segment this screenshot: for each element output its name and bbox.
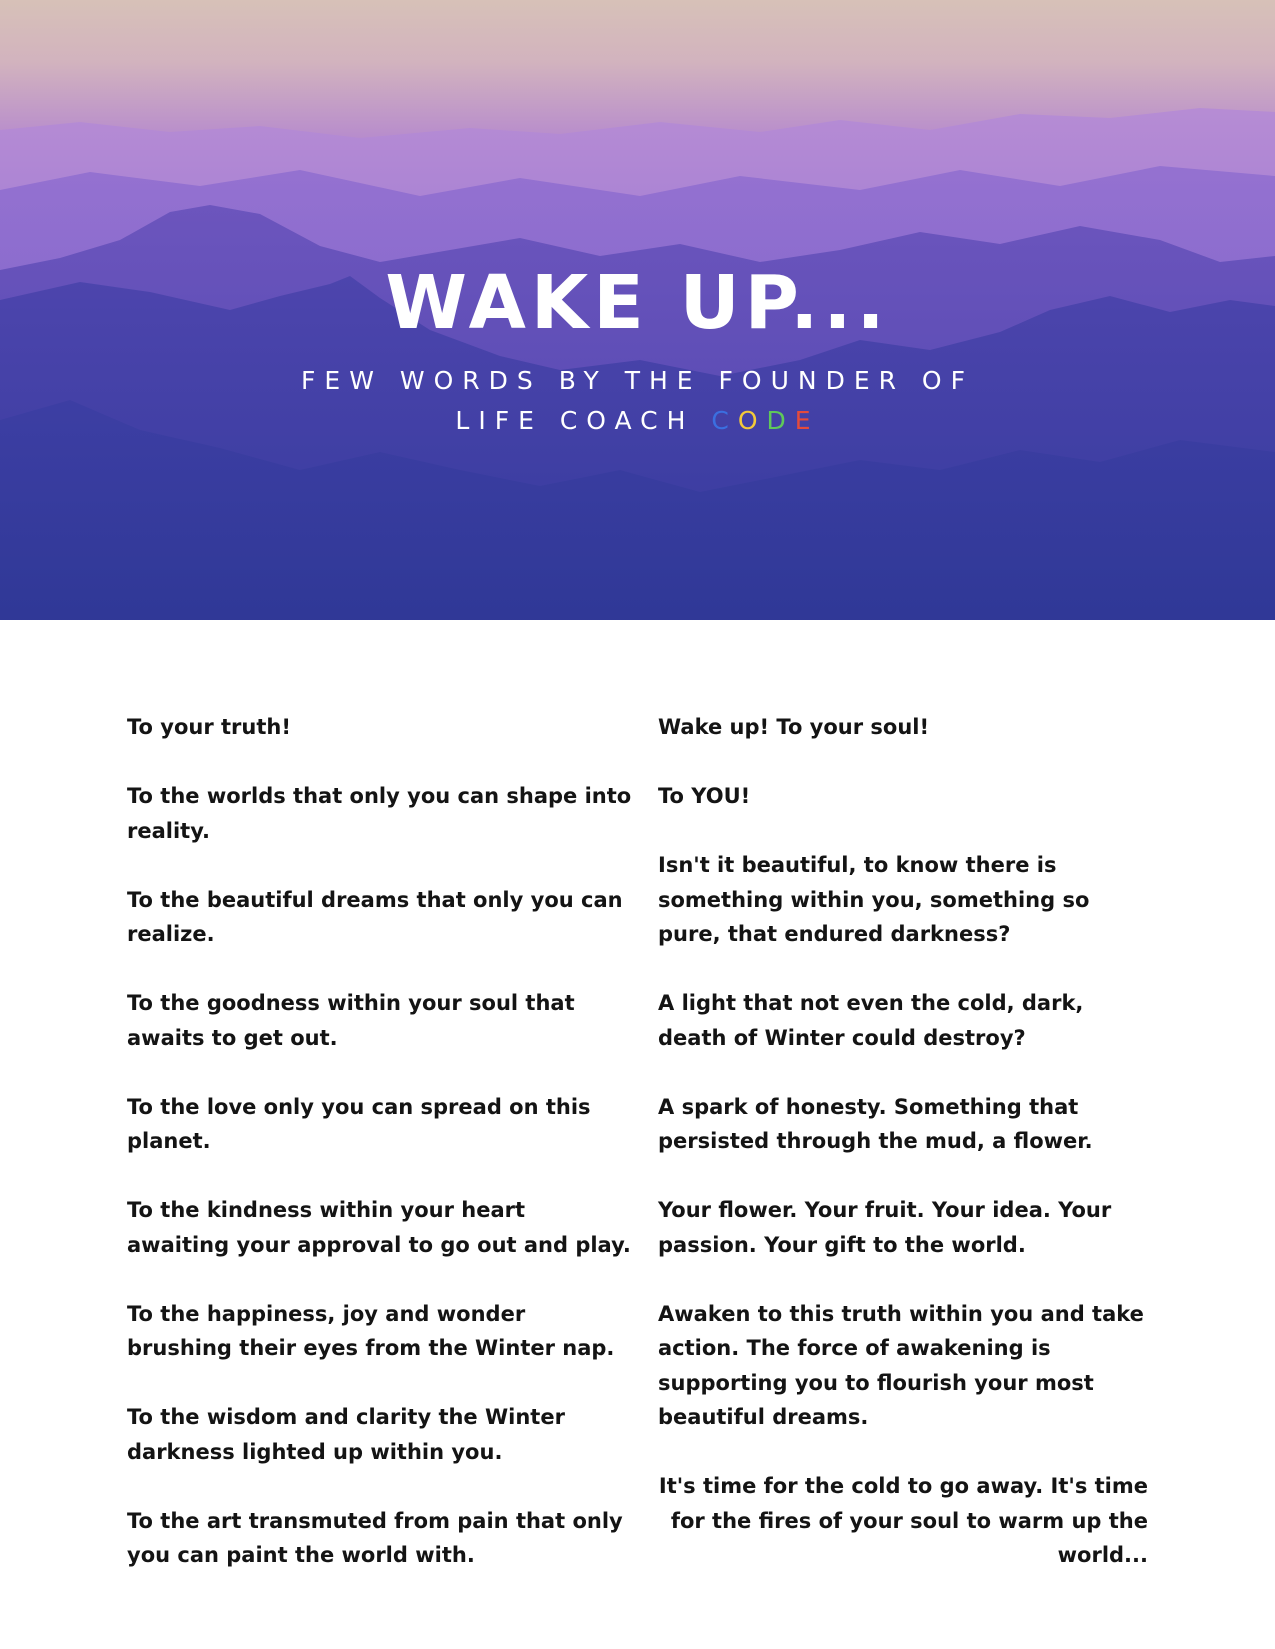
- paragraph: To the wisdom and clarity the Winter darkness lighted up within you.: [127, 1405, 565, 1464]
- page-title: WAKE UP...: [385, 260, 890, 346]
- paragraph: Isn't it beautiful, to know there is something within you, something so pure, that endured darkness?: [658, 853, 1090, 946]
- hero-banner: [0, 0, 1275, 620]
- subtitle-brand-prefix: LIFE COACH: [455, 406, 712, 435]
- paragraph: Your flower. Your fruit. Your idea. Your passion. Your gift to the world.: [658, 1198, 1112, 1257]
- paragraph: To the art transmuted from pain that only you can paint the world with.: [127, 1508, 623, 1567]
- paragraph: To the worlds that only you can shape into reality.: [127, 784, 632, 843]
- paragraph: To your truth!: [127, 715, 291, 739]
- paragraph: To YOU!: [658, 784, 751, 808]
- paragraph: To the love only you can spread on this planet.: [127, 1094, 591, 1153]
- paragraph: To the beautiful dreams that only you can realize.: [127, 887, 623, 946]
- closing-statement: It's time for the cold to go away. It's time for the fires of your soul to warm up the world...: [658, 1474, 1148, 1567]
- brand-letter-o: O: [737, 406, 767, 435]
- right-text-column: [658, 710, 1148, 1607]
- paragraph: A spark of honesty. Something that persisted through the mud, a flower.: [658, 1094, 1093, 1153]
- brand-letter-e: E: [794, 406, 820, 435]
- paragraph: Awaken to this truth within you and take action. The force of awakening is supporting you to flourish your most beautiful dreams.: [658, 1301, 1144, 1429]
- paragraph: To the happiness, joy and wonder brushing their eyes from the Winter nap.: [127, 1301, 615, 1360]
- subtitle-line-1: FEW WORDS BY THE FOUNDER OF: [301, 366, 974, 395]
- paragraph: A light that not even the cold, dark, death of Winter could destroy?: [658, 991, 1084, 1050]
- left-text-column: [127, 710, 632, 1607]
- paragraph: To the goodness within your soul that awaits to get out.: [127, 991, 575, 1050]
- paragraph: Wake up! To your soul!: [658, 715, 930, 739]
- paragraph: To the kindness within your heart awaiting your approval to go out and play.: [127, 1198, 631, 1257]
- brand-letter-d: D: [766, 406, 795, 435]
- subtitle-line-2: [0, 406, 1275, 436]
- brand-letter-c: C: [711, 406, 738, 435]
